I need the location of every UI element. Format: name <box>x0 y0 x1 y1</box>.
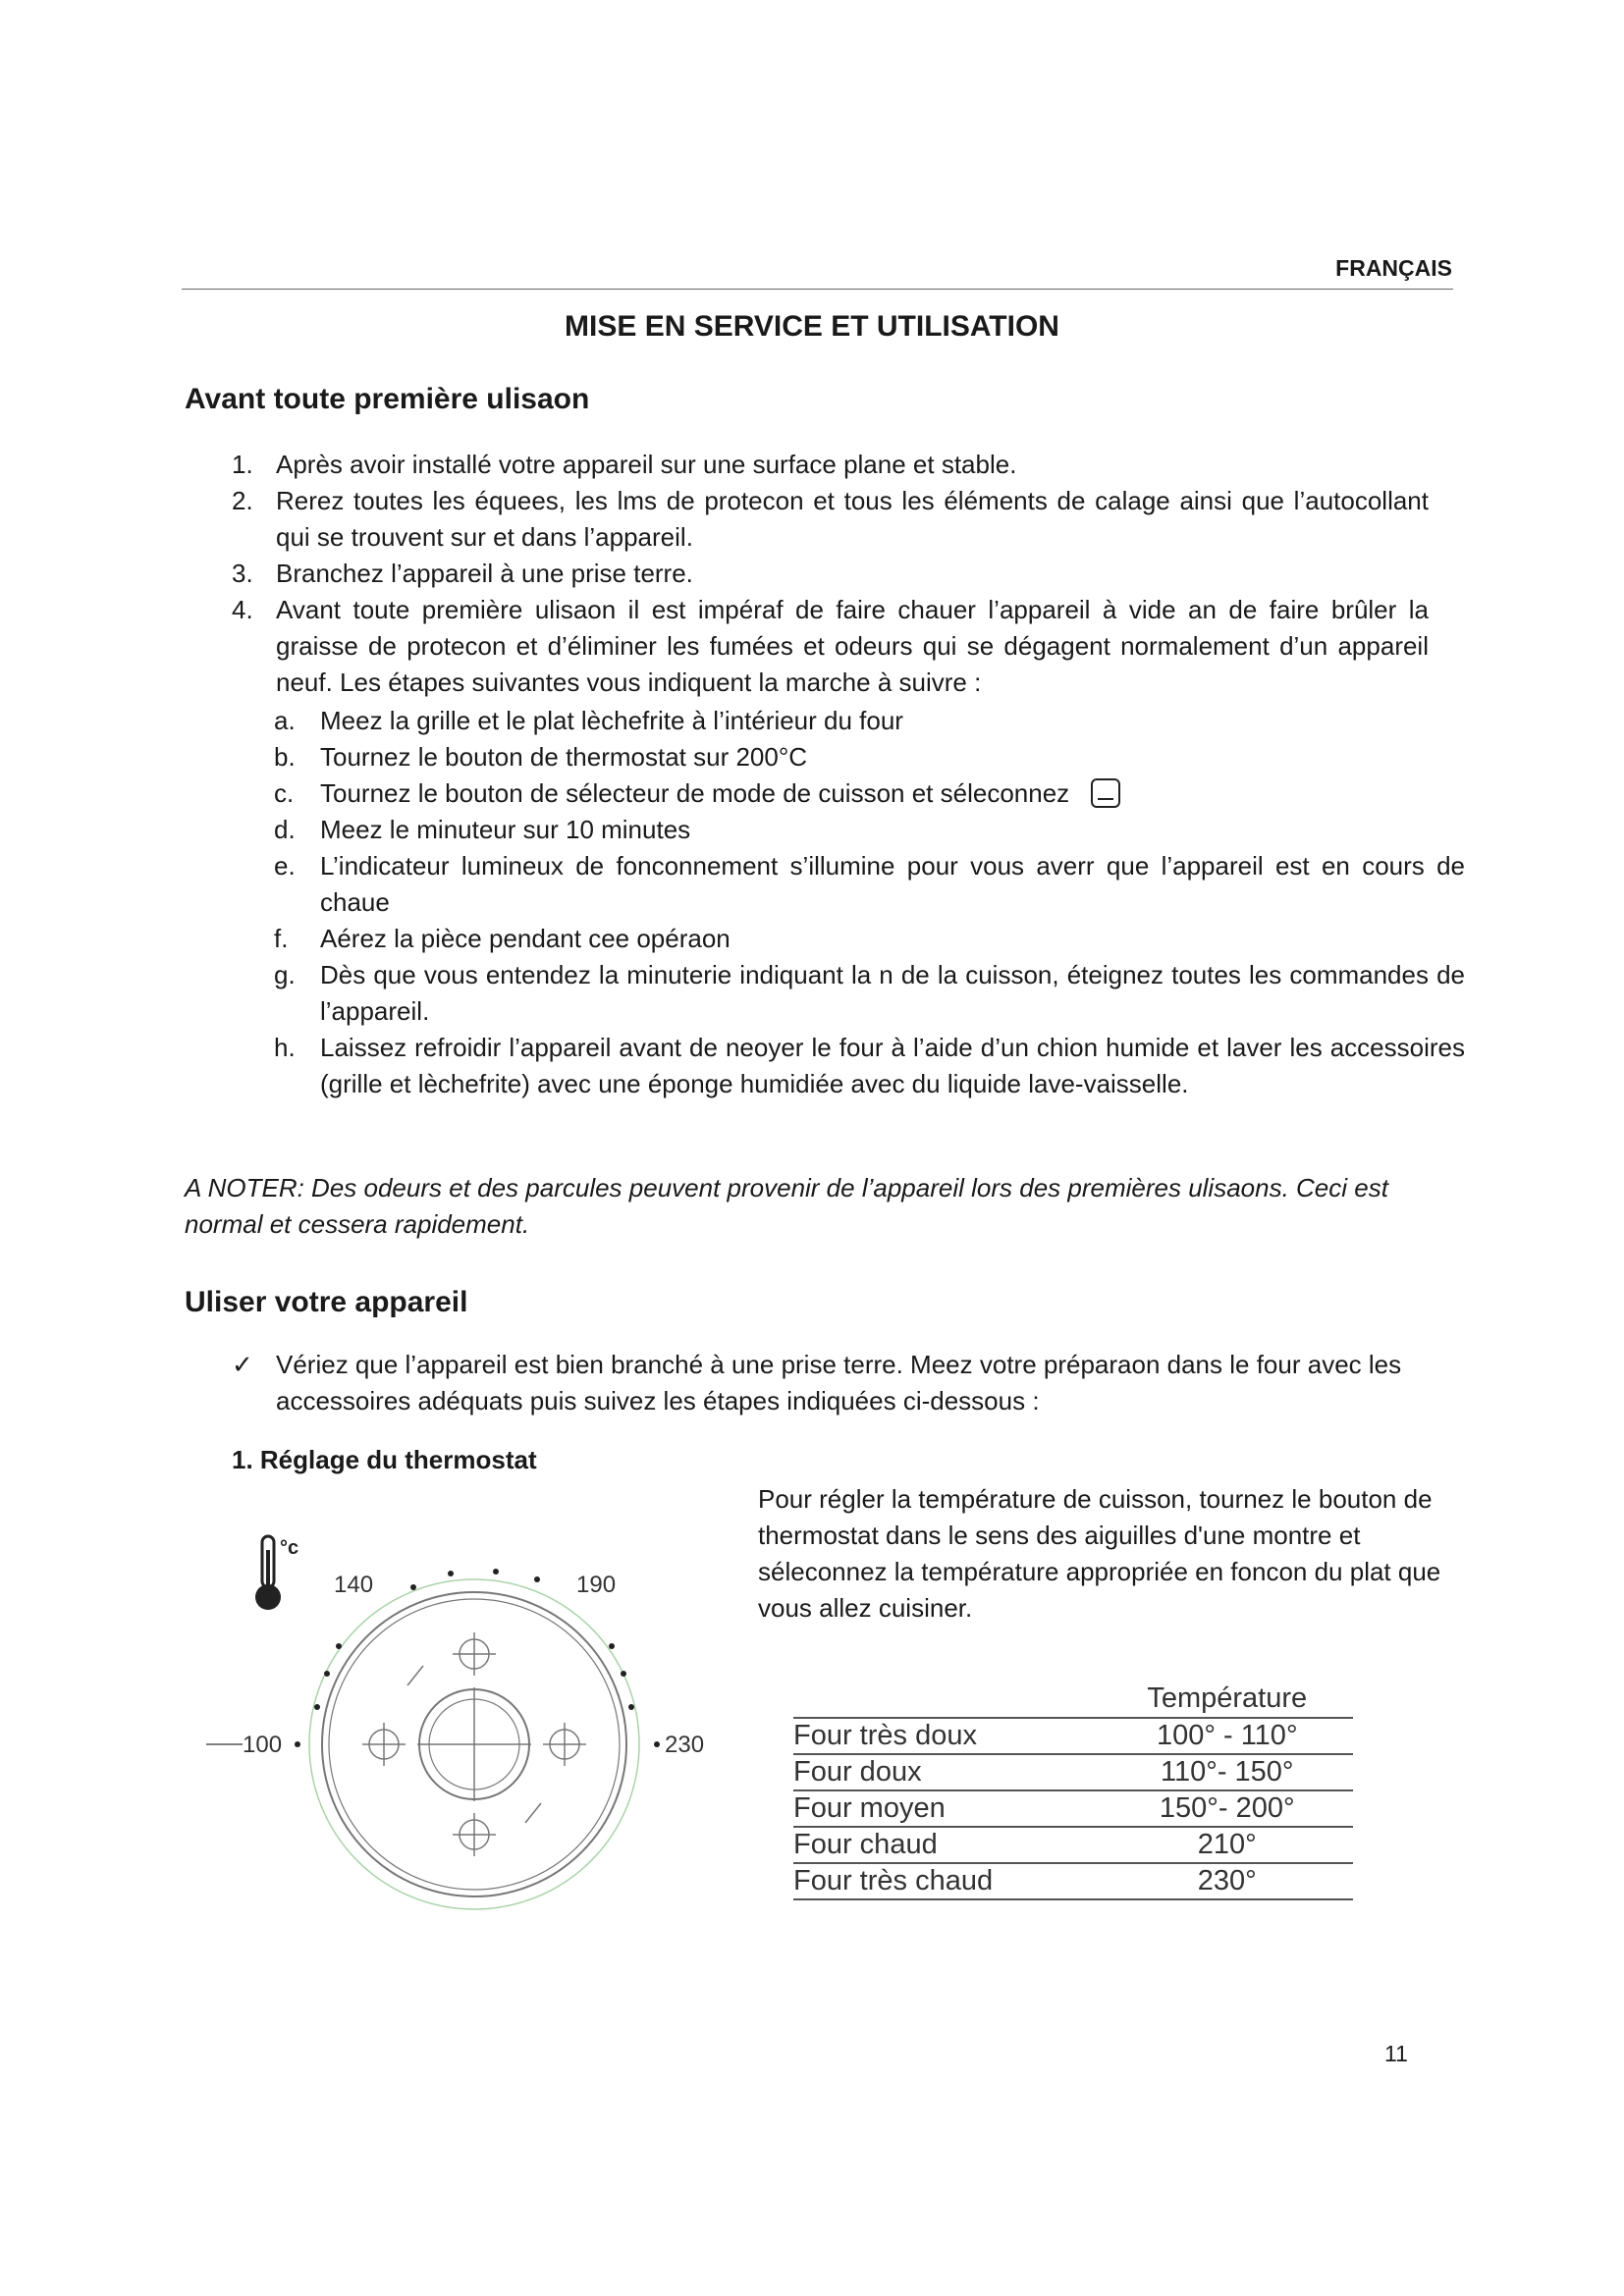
dial-dot-100 <box>295 1741 300 1747</box>
conventional-heat-mode-icon <box>1091 778 1120 808</box>
page-number: 11 <box>1384 2041 1408 2066</box>
sub-step-text: Dès que vous entendez la minuterie indiquant la n de la cuisson, éteignez toutes les commandes de l’appareil. <box>320 960 1465 1026</box>
mode-cell: Four doux <box>793 1754 1102 1790</box>
thermometer-unit: °c <box>280 1537 299 1559</box>
sub-step-text: L’indicateur lumineux de fonconnement s’illumine pour vous averr que l’appareil est en cours de chaue <box>320 851 1465 917</box>
dial-label-230: 230 <box>665 1732 705 1758</box>
list-item <box>232 921 1465 957</box>
temp-cell: 100° - 110° <box>1102 1718 1354 1754</box>
temp-cell: 110°- 150° <box>1102 1754 1354 1790</box>
list-item <box>185 592 1429 701</box>
table-row <box>793 1790 1353 1827</box>
temp-cell: 230° <box>1102 1863 1354 1899</box>
note-text: A NOTER: Des odeurs et des parcules peuvent provenir de l’appareil lors des premières ulisaons. Ceci est normal et cessera rapidement. <box>185 1173 1388 1239</box>
temperature-table <box>793 1682 1353 1900</box>
temp-cell: 150°- 200° <box>1102 1790 1354 1827</box>
list-item <box>232 957 1465 1030</box>
first-use-steps <box>185 447 1429 701</box>
header-rule <box>182 289 1453 290</box>
dial-label-140: 140 <box>334 1572 374 1598</box>
table-header-temperature: Température <box>1147 1682 1308 1714</box>
table-row <box>793 1754 1353 1790</box>
sub-step-letter: e. <box>274 851 296 881</box>
sub-step-letter: h. <box>274 1033 296 1062</box>
page-title: MISE EN SERVICE ET UTILISATION <box>565 310 1059 343</box>
sub-step-text: Tournez le bouton de sélecteur de mode de cuisson et séleconnez <box>320 778 1070 808</box>
sub-step-letter: g. <box>274 960 296 989</box>
list-item <box>185 447 1429 483</box>
list-item <box>232 1030 1465 1102</box>
check-item <box>232 1347 1430 1419</box>
sub-step-letter: a. <box>274 706 296 735</box>
list-item <box>232 812 1465 848</box>
table-row <box>793 1827 1353 1863</box>
table-row <box>793 1718 1353 1754</box>
sub-step-text: Laissez refroidir l’appareil avant de neoyer le four à l’aide d’un chion humide et laver les accessoires (grille et lèchefrite) avec une éponge humidiée avec du liquide lave-vaisselle. <box>320 1033 1465 1098</box>
language-label: FRANÇAIS <box>1335 255 1452 281</box>
mode-cell: Four moyen <box>793 1790 1102 1827</box>
dial-dot-230 <box>654 1741 660 1747</box>
sub-step-text: Meez la grille et le plat lèchefrite à l’intérieur du four <box>320 706 903 735</box>
list-item <box>232 848 1465 921</box>
sub-step-letter: d. <box>274 815 296 844</box>
step-text: Branchez l’appareil à une prise terre. <box>276 559 693 588</box>
section-heading-use: Uliser votre appareil <box>185 1286 468 1318</box>
table-row <box>793 1863 1353 1899</box>
sub-step-text: Aérez la pièce pendant cee opéraon <box>320 924 731 953</box>
dial-label-100: 100 <box>243 1732 283 1758</box>
list-item <box>232 739 1465 775</box>
first-use-sub-steps <box>232 703 1465 1102</box>
sub-step-text: Meez le minuteur sur 10 minutes <box>320 815 691 844</box>
mode-cell: Four chaud <box>793 1827 1102 1863</box>
step-text: Rerez toutes les équees, les lms de protecon et tous les éléments de calage ainsi que l’autocollant qui se trouvent sur et dans l’appareil. <box>276 486 1429 552</box>
checkmark-icon: ✓ <box>232 1350 253 1379</box>
knob-mark <box>525 1803 541 1823</box>
temp-cell: 210° <box>1102 1827 1354 1863</box>
thermostat-dial-illustration <box>191 1517 722 1949</box>
step-number: 4. <box>232 595 253 624</box>
dial-label-190: 190 <box>576 1572 617 1598</box>
list-item <box>232 775 1465 812</box>
knob-mark <box>407 1666 423 1685</box>
list-item <box>185 556 1429 592</box>
thermostat-instructions: Pour régler la température de cuisson, tournez le bouton de thermostat dans le sens des aiguilles d'une montre et séleconnez la température appropriée en foncon du plat que vous allez cuisiner. <box>758 1484 1441 1623</box>
mode-cell: Four très chaud <box>793 1863 1102 1899</box>
step-number: 1. <box>232 450 253 479</box>
thermostat-heading: 1. Réglage du thermostat <box>232 1445 537 1474</box>
thermometer-icon <box>255 1536 281 1610</box>
mode-cell: Four très doux <box>793 1718 1102 1754</box>
section-heading-first-use: Avant toute première ulisaon <box>185 383 590 415</box>
step-text: Avant toute première ulisaon il est impéraf de faire chauer l’appareil à vide an de faire brûler la graisse de protecon et d’éliminer les fumées et odeurs qui se dégagent normalement d’un appareil neuf. Les étapes suivantes vous indiquent la marche à suivre : <box>276 595 1429 697</box>
step-number: 3. <box>232 559 253 588</box>
sub-step-letter: c. <box>274 778 295 808</box>
sub-step-letter: f. <box>274 924 289 953</box>
check-text: Vériez que l’appareil est bien branché à une prise terre. Meez votre préparaon dans le four avec les accessoires adéquats puis suivez les étapes indiquées ci-dessous : <box>276 1350 1402 1415</box>
sub-step-text: Tournez le bouton de thermostat sur 200°C <box>320 742 808 772</box>
list-item <box>232 703 1465 739</box>
list-item <box>185 483 1429 556</box>
step-number: 2. <box>232 486 253 515</box>
sub-step-letter: b. <box>274 742 296 772</box>
step-text: Après avoir installé votre appareil sur une surface plane et stable. <box>276 450 1017 479</box>
